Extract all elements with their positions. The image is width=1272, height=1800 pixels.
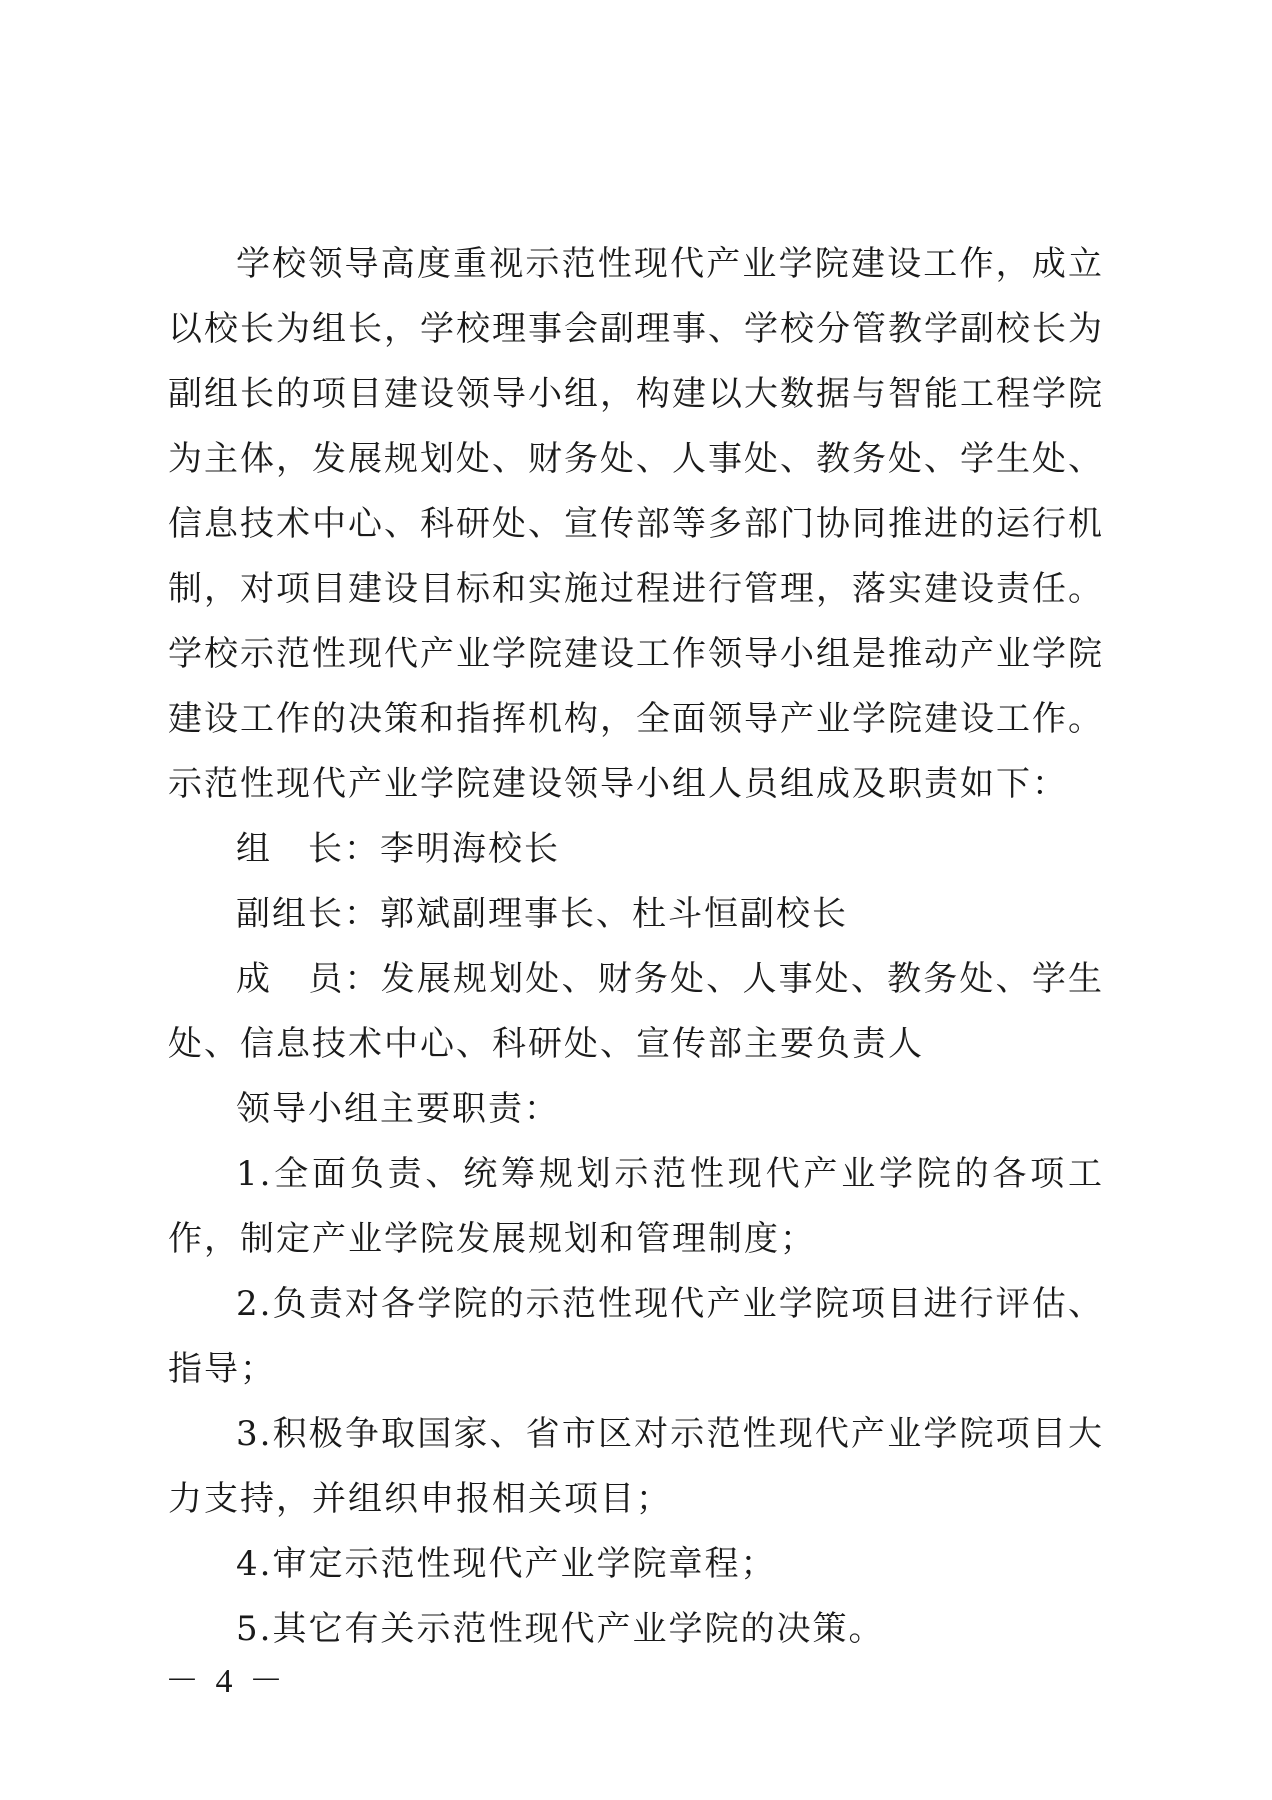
member-label: 成 员： <box>236 959 381 999</box>
leader-line <box>168 817 1104 882</box>
deputy-label: 副组长： <box>236 894 380 934</box>
intro-paragraph: 学校领导高度重视示范性现代产业学院建设工作，成立以校长为组长，学校理事会副理事、学校分管教学副校长为副组长的项目建设领导小组，构建以大数据与智能工程学院为主体，发展规划处、财务处、人事处、教务处、学生处、信息技术中心、科研处、宣传部等多部门协同推进的运行机制，对项目建设目标和实施过程进行管理，落实建设责任。学校示范性现代产业学院建设工作领导小组是推动产业学院建设工作的决策和指挥机构，全面领导产业学院建设工作。示范性现代产业学院建设领导小组人员组成及职责如下： <box>168 244 1104 804</box>
duty-item-4: 4.审定示范性现代产业学院章程； <box>236 1544 777 1584</box>
duty-item-5: 5.其它有关示范性现代产业学院的决策。 <box>236 1609 885 1649</box>
deputy-line <box>168 882 1104 947</box>
document-body <box>168 232 1104 1662</box>
page-number: － 4 － <box>165 1663 287 1700</box>
leader-label: 组 长： <box>236 829 380 869</box>
duties-heading: 领导小组主要职责： <box>236 1089 560 1129</box>
duty-item-2: 2.负责对各学院的示范性现代产业学院项目进行评估、指导； <box>168 1284 1104 1389</box>
deputy-value: 郭斌副理事长、杜斗恒副校长 <box>380 894 848 934</box>
duty-item-3: 3.积极争取国家、省市区对示范性现代产业学院项目大力支持，并组织申报相关项目； <box>168 1414 1104 1519</box>
leader-value: 李明海校长 <box>380 829 560 869</box>
duty-item-1: 1.全面负责、统筹规划示范性现代产业学院的各项工作，制定产业学院发展规划和管理制度； <box>168 1154 1104 1259</box>
member-line <box>168 947 1104 1077</box>
member-value: 发展规划处、财务处、人事处、教务处、学生处、信息技术中心、科研处、宣传部主要负责人 <box>168 959 1105 1064</box>
